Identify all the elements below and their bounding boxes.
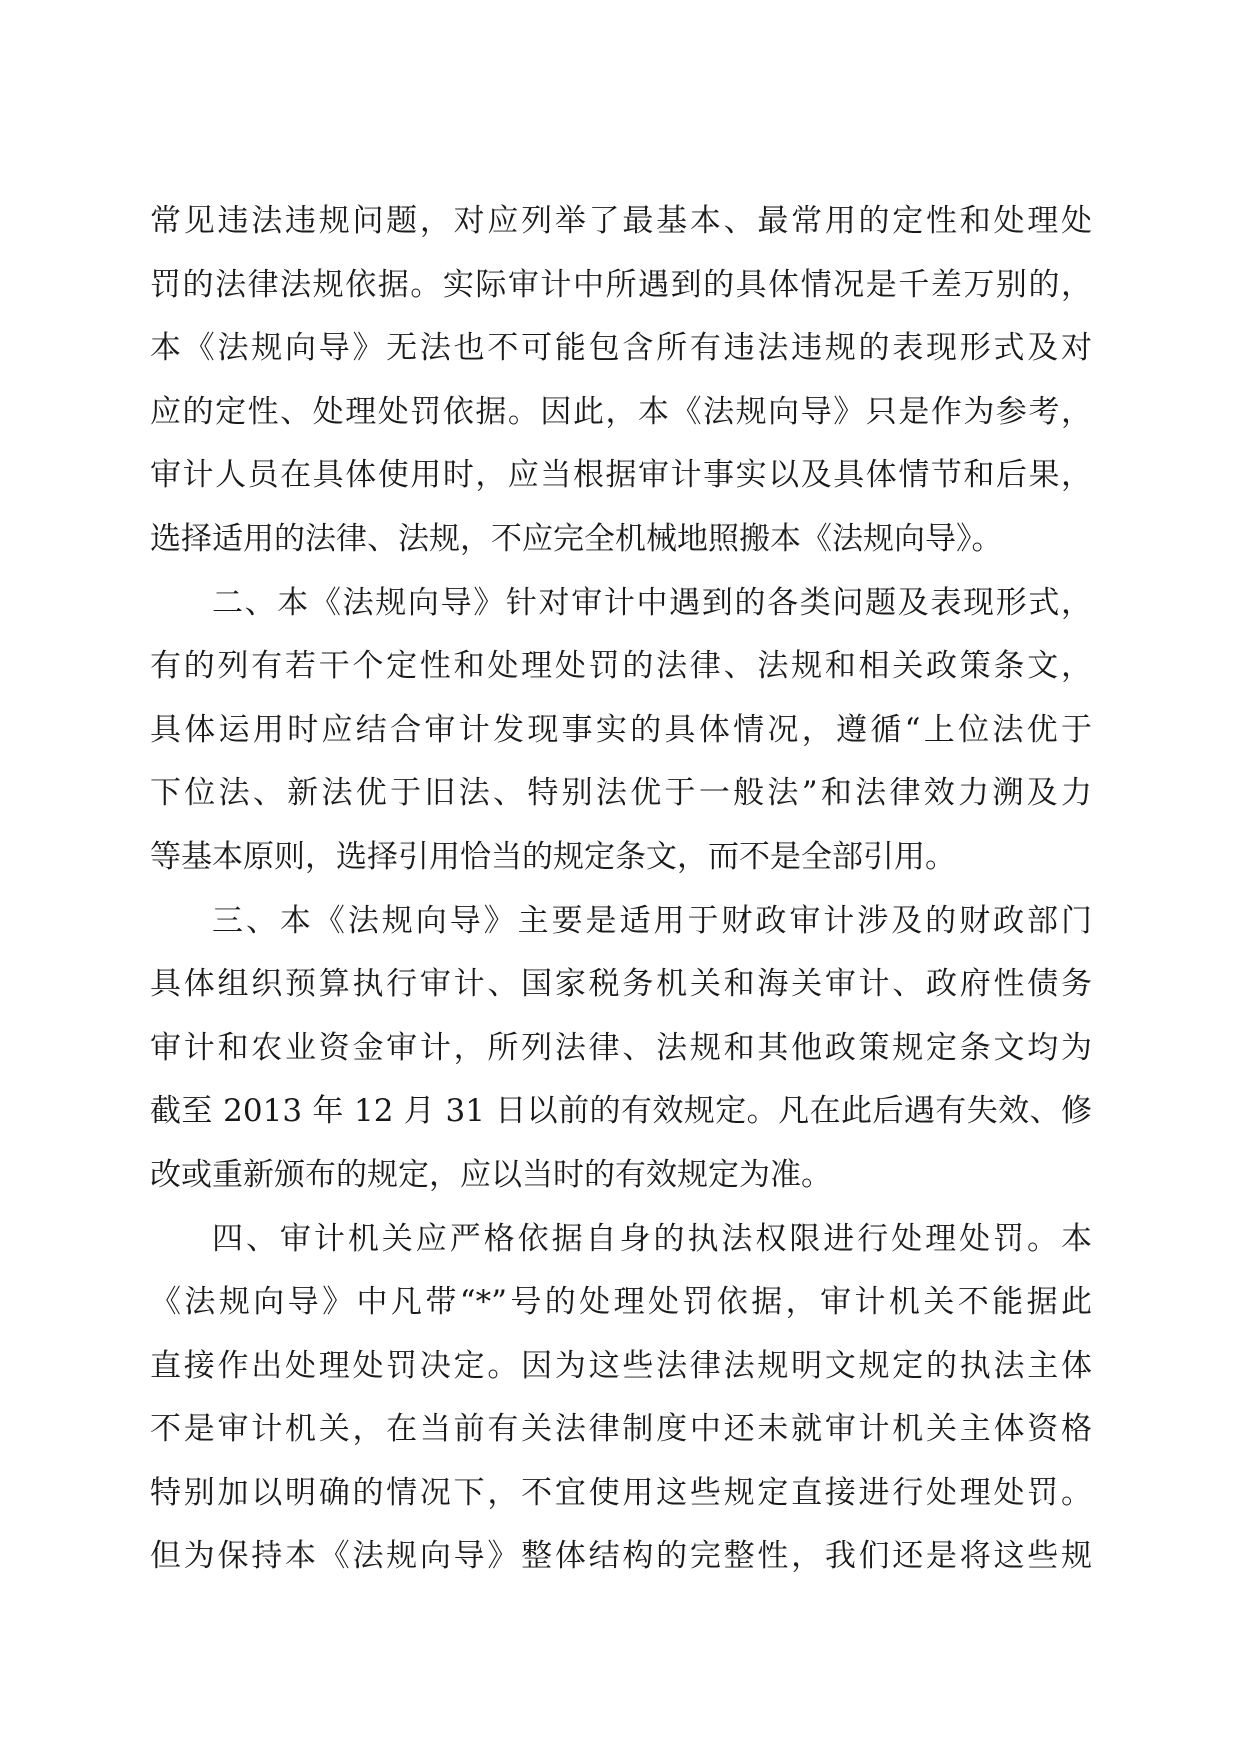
text-line: 不是审计机关，在当前有关法律制度中还未就审计机关主体资格	[150, 1411, 1092, 1448]
text-line: 有的列有若干个定性和处理处罚的法律、法规和相关政策条文，	[150, 648, 1092, 685]
text-line: 二、本《法规向导》针对审计中遇到的各类问题及表现形式，	[212, 584, 1092, 621]
text-line: 截至 2013 年 12 月 31 日以前的有效规定。凡在此后遇有失效、修	[150, 1093, 1092, 1130]
text-line: 本《法规向导》无法也不可能包含所有违法违规的表现形式及对	[150, 330, 1092, 367]
paragraph-item-four	[150, 1208, 1092, 1590]
text-line: 特别加以明确的情况下，不宜使用这些规定直接进行处理处罚。	[150, 1474, 1092, 1511]
text-line: 《法规向导》中凡带“*”号的处理处罚依据，审计机关不能据此	[150, 1284, 1092, 1321]
text-line: 但为保持本《法规向导》整体结构的完整性，我们还是将这些规	[150, 1538, 1092, 1575]
text-line: 三、本《法规向导》主要是适用于财政审计涉及的财政部门	[212, 902, 1092, 939]
text-line: 等基本原则，选择引用恰当的规定条文，而不是全部引用。	[150, 838, 956, 875]
text-line: 具体运用时应结合审计发现事实的具体情况，遵循“上位法优于	[150, 711, 1092, 748]
text-line: 下位法、新法优于旧法、特别法优于一般法”和法律效力溯及力	[150, 775, 1092, 812]
text-line: 审计人员在具体使用时，应当根据审计事实以及具体情节和后果，	[150, 457, 1092, 494]
text-line: 常见违法违规问题，对应列举了最基本、最常用的定性和处理处	[150, 203, 1092, 239]
text-line: 四、审计机关应严格依据自身的执法权限进行处理处罚。本	[212, 1220, 1092, 1257]
document-body	[150, 190, 1092, 1589]
text-line: 直接作出处理处罚决定。因为这些法律法规明文规定的执法主体	[150, 1347, 1092, 1384]
text-line: 审计和农业资金审计，所列法律、法规和其他政策规定条文均为	[150, 1029, 1092, 1066]
text-line: 应的定性、处理处罚依据。因此，本《法规向导》只是作为参考，	[150, 393, 1092, 430]
text-line: 具体组织预算执行审计、国家税务机关和海关审计、政府性债务	[150, 966, 1092, 1003]
text-line: 选择适用的法律、法规，不应完全机械地照搬本《法规向导》。	[150, 520, 1003, 557]
paragraph-item-three	[150, 890, 1092, 1208]
text-line: 罚的法律法规依据。实际审计中所遇到的具体情况是千差万别的，	[150, 266, 1092, 303]
text-line: 改或重新颁布的规定，应以当时的有效规定为准。	[150, 1156, 832, 1193]
paragraph-item-two	[150, 572, 1092, 890]
paragraph-continued	[150, 190, 1092, 572]
